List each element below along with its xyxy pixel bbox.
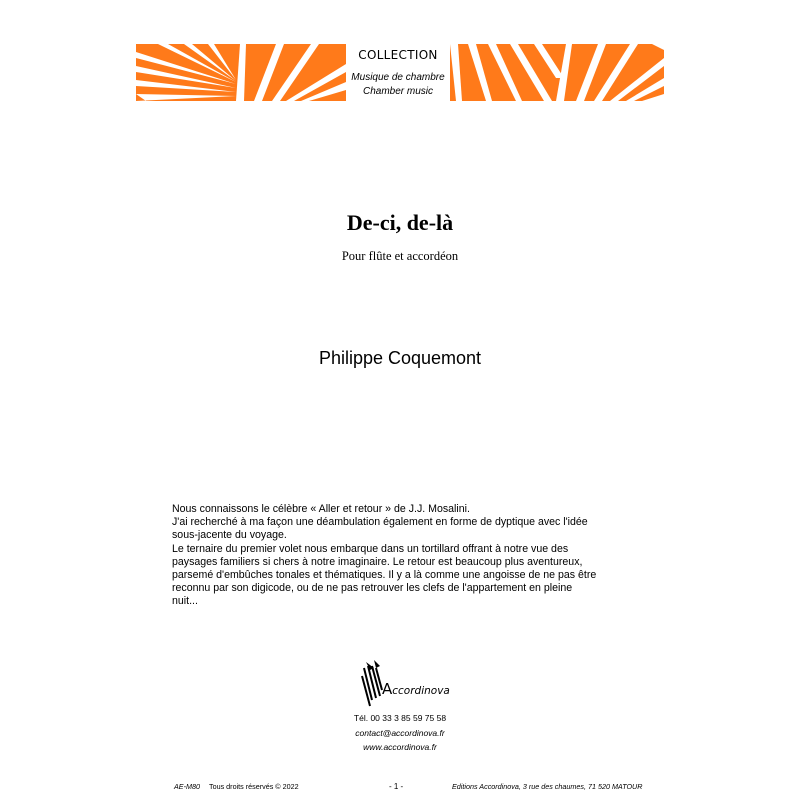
work-description <box>172 503 642 609</box>
website: www.accordinova.fr <box>363 742 437 752</box>
logo-rest: ccordinova <box>392 685 450 697</box>
description-line: Nous connaissons le célèbre « Aller et retour » de J.J. Mosalini. <box>172 503 470 515</box>
collection-label-box <box>346 44 450 101</box>
collection-title: COLLECTION <box>358 48 438 62</box>
description-line: nuit... <box>172 595 198 608</box>
description-line: J'ai recherché à ma façon une déambulation également en forme de dyptique avec l'idée <box>172 516 588 529</box>
description-line: Le ternaire du premier volet nous embarque dans un tortillard offrant à notre vue des <box>172 542 569 555</box>
page-number: - 1 - <box>389 782 404 791</box>
accordinova-logo <box>360 660 450 708</box>
composer-name: Philippe Coquemont <box>318 348 482 368</box>
copyright: Tous droits réservés © 2022 <box>209 782 299 791</box>
description-line: sous-jacente du voyage. <box>172 529 287 542</box>
logo-lead-letter: A <box>382 680 393 698</box>
collection-subtitle-fr: Musique de chambre <box>351 72 445 83</box>
contact-email: contact@accordinova.fr <box>355 728 445 738</box>
phone-number: Tél. 00 33 3 85 59 75 58 <box>353 713 447 723</box>
collection-subtitle-en: Chamber music <box>362 86 434 97</box>
work-title: De-ci, de-là <box>346 210 454 235</box>
description-line: reconnu par son digicode, ou de ne pas retrouver les clefs de l'appartement en pleine <box>172 582 573 595</box>
collection-banner <box>136 44 664 101</box>
catalog-code: AE-M80 <box>174 782 200 791</box>
description-line: parsemé d'embûches tonales et thématiques. Il y a là comme une angoisse de ne pas être <box>172 569 597 582</box>
publisher-address: Editions Accordinova, 3 rue des chaumes, 71 520 MATOUR <box>452 782 643 791</box>
description-line: paysages familiers si chers à notre imaginaire. Le retour est beaucoup plus aventureux, <box>172 555 583 568</box>
logo-wordmark <box>382 680 450 698</box>
instrumentation: Pour flûte et accordéon <box>341 249 459 263</box>
